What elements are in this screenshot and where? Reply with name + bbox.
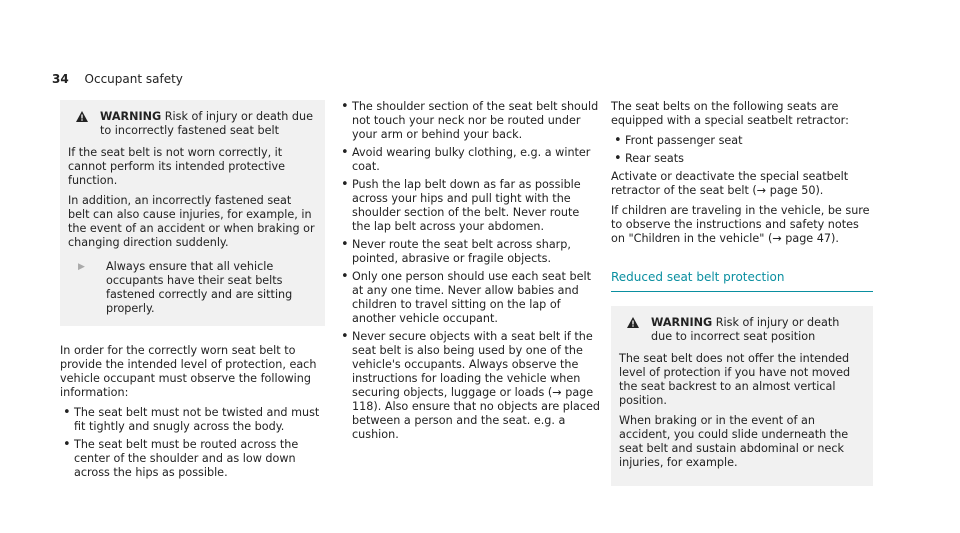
column-3 (611, 100, 873, 486)
list-item: • Rear seats (611, 152, 873, 166)
info-list (338, 100, 600, 442)
warning-box-seat-belt (60, 100, 325, 326)
paragraph: If children are traveling in the vehicle, be sure to observe the instructions and safety notes on "Children in the vehicle" (→ page 47). (611, 204, 870, 245)
section-title: Reduced seat belt protection (611, 270, 873, 292)
list-item: • The seat belt must not be twisted and must fit tightly and snugly across the body. (60, 406, 325, 434)
list-item: • Push the lap belt down as far as possible across your hips and pull tight with the shoulder section of the belt. Never route the lap belt across your abdomen. (338, 178, 600, 234)
warning-title: Risk of injury or death due to incorrect seat position (651, 316, 840, 343)
page-header (52, 72, 183, 86)
list-item: • The shoulder section of the seat belt should not touch your neck nor be routed under your arm or behind your back. (338, 100, 600, 142)
info-list (60, 406, 325, 480)
list-item: • Never route the seat belt across sharp, pointed, abrasive or fragile objects. (338, 238, 600, 266)
paragraph: Activate or deactivate the special seatbelt retractor of the seat belt (→ page 50). (611, 170, 849, 197)
warning-label: WARNING (651, 316, 713, 329)
warning-text (100, 110, 315, 138)
list-item: • Front passenger seat (611, 134, 873, 148)
intro-paragraph: In order for the correctly worn seat belt to provide the intended level of protection, each vehicle occupant must observe the following information: (60, 344, 317, 399)
list-item: • Avoid wearing bulky clothing, e.g. a winter coat. (338, 146, 600, 174)
column-2 (338, 100, 600, 446)
action-step (68, 260, 315, 316)
warning-header (68, 110, 315, 138)
warning-paragraph: If the seat belt is not worn correctly, it cannot perform its intended protective function. (68, 146, 285, 187)
seat-list (611, 134, 873, 166)
warning-title: Risk of injury or death due to incorrectly fastened seat belt (100, 110, 313, 137)
warning-triangle-icon (68, 110, 100, 138)
page-number: 34 (52, 72, 69, 86)
warning-label: WARNING (100, 110, 162, 123)
list-item: • The seat belt must be routed across the center of the shoulder and as low down across the hips as possible. (60, 438, 325, 480)
warning-triangle-icon (619, 316, 651, 344)
warning-header (619, 316, 863, 344)
warning-paragraph: When braking or in the event of an accident, you could slide underneath the seat belt and sustain abdominal or neck injuries, for example. (619, 414, 849, 469)
warning-box-seat-position (611, 306, 873, 486)
list-item: • Only one person should use each seat belt at any one time. Never allow babies and children to travel sitting on the lap of another vehicle occupant. (338, 270, 600, 326)
arrow-right-icon: ▶ (78, 262, 85, 272)
column-1 (60, 100, 325, 484)
section-name: Occupant safety (84, 72, 183, 86)
intro-paragraph: The seat belts on the following seats are equipped with a special seatbelt retractor: (611, 100, 849, 127)
action-text: Always ensure that all vehicle occupants have their seat belts fastened correctly and are sitting properly. (106, 260, 293, 315)
list-item: • Never secure objects with a seat belt if the seat belt is also being used by one of the vehicle's occupants. Always observe the instructions for loading the vehicle when securing objects, luggage or loads (→ page 118). Also ensure that no objects are placed between a person and the seat. e.g. a cushion. (338, 330, 600, 442)
warning-paragraph: The seat belt does not offer the intended level of protection if you have not moved the seat backrest to an almost vertical position. (619, 352, 851, 407)
warning-text (651, 316, 863, 344)
warning-paragraph: In addition, an incorrectly fastened seat belt can also cause injuries, for example, in the event of an accident or when braking or changing direction suddenly. (68, 194, 315, 249)
